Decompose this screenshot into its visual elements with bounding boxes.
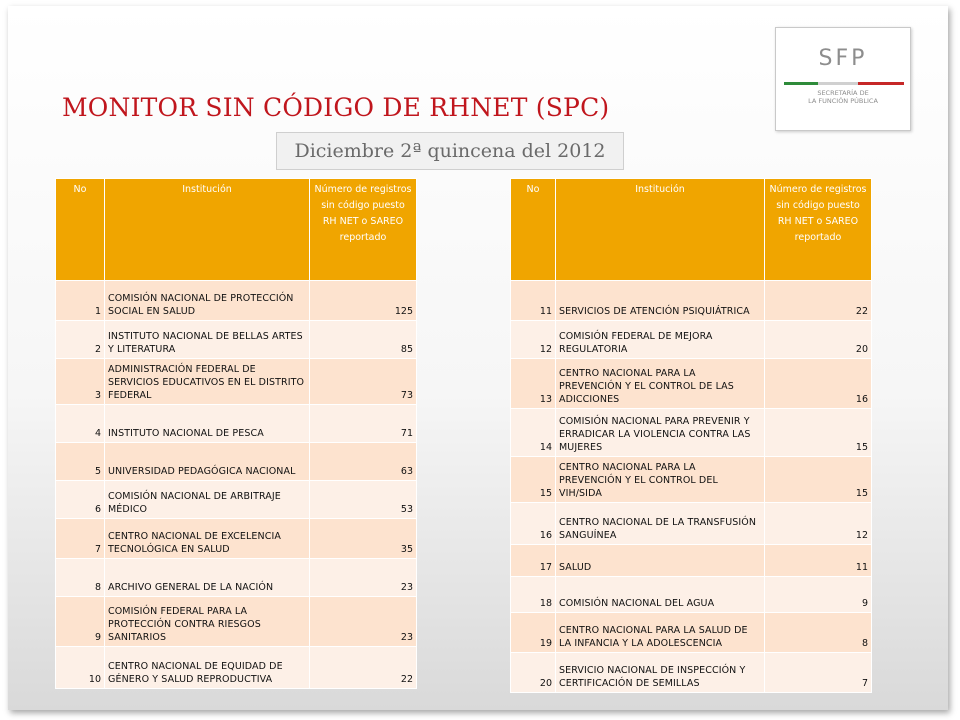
col-institucion-header: Institución	[556, 179, 765, 281]
institution-name: CENTRO NACIONAL PARA LA PREVENCIÓN Y EL CONTROL DEL VIH/SIDA	[556, 457, 765, 503]
row-number: 3	[56, 359, 105, 405]
table-row	[56, 443, 417, 481]
record-count: 53	[310, 481, 417, 519]
institution-name: ARCHIVO GENERAL DE LA NACIÓN	[105, 559, 310, 597]
institution-name: UNIVERSIDAD PEDAGÓGICA NACIONAL	[105, 443, 310, 481]
record-count: 23	[310, 597, 417, 647]
logo-flag-stripes	[784, 82, 904, 86]
institution-name: ADMINISTRACIÓN FEDERAL DE SERVICIOS EDUCATIVOS EN EL DISTRITO FEDERAL	[105, 359, 310, 405]
row-number: 14	[511, 409, 556, 457]
institution-name: CENTRO NACIONAL DE EXCELENCIA TECNOLÓGICA EN SALUD	[105, 519, 310, 559]
col-registros-header: Número de registros sin código puesto RH NET o SAREO reportado	[310, 179, 417, 281]
record-count: 20	[765, 321, 872, 359]
right-table	[510, 178, 872, 693]
table-row	[56, 359, 417, 405]
table-row	[511, 577, 872, 613]
row-number: 17	[511, 545, 556, 577]
row-number: 19	[511, 613, 556, 653]
record-count: 22	[310, 647, 417, 689]
row-number: 11	[511, 281, 556, 321]
record-count: 16	[765, 359, 872, 409]
table-row	[511, 409, 872, 457]
row-number: 13	[511, 359, 556, 409]
record-count: 15	[765, 409, 872, 457]
left-table	[55, 178, 417, 689]
row-number: 18	[511, 577, 556, 613]
institution-name: INSTITUTO NACIONAL DE PESCA	[105, 405, 310, 443]
institution-name: COMISIÓN FEDERAL DE MEJORA REGULATORIA	[556, 321, 765, 359]
institution-name: COMISIÓN NACIONAL DE PROTECCIÓN SOCIAL EN SALUD	[105, 281, 310, 321]
table-row	[56, 519, 417, 559]
row-number: 5	[56, 443, 105, 481]
record-count: 63	[310, 443, 417, 481]
row-number: 20	[511, 653, 556, 693]
logo-subtitle	[776, 89, 910, 105]
table-row	[56, 647, 417, 689]
record-count: 85	[310, 321, 417, 359]
institution-name: SERVICIOS DE ATENCIÓN PSIQUIÁTRICA	[556, 281, 765, 321]
col-registros-header: Número de registros sin código puesto RH NET o SAREO reportado	[765, 179, 872, 281]
logo-line-2: LA FUNCIÓN PÚBLICA	[808, 97, 878, 105]
record-count: 7	[765, 653, 872, 693]
row-number: 10	[56, 647, 105, 689]
row-number: 7	[56, 519, 105, 559]
table-row	[511, 281, 872, 321]
record-count: 71	[310, 405, 417, 443]
col-institucion-header: Institución	[105, 179, 310, 281]
institution-name: COMISIÓN NACIONAL DE ARBITRAJE MÉDICO	[105, 481, 310, 519]
col-no-header: No	[511, 179, 556, 281]
record-count: 35	[310, 519, 417, 559]
institution-name: CENTRO NACIONAL DE EQUIDAD DE GÉNERO Y SALUD REPRODUCTIVA	[105, 647, 310, 689]
table-row	[56, 321, 417, 359]
institution-name: CENTRO NACIONAL PARA LA PREVENCIÓN Y EL CONTROL DE LAS ADICCIONES	[556, 359, 765, 409]
col-no-header: No	[56, 179, 105, 281]
row-number: 9	[56, 597, 105, 647]
institution-name: COMISIÓN NACIONAL DEL AGUA	[556, 577, 765, 613]
table-row	[511, 653, 872, 693]
institution-name: COMISIÓN FEDERAL PARA LA PROTECCIÓN CONTRA RIESGOS SANITARIOS	[105, 597, 310, 647]
record-count: 9	[765, 577, 872, 613]
period-subtitle: Diciembre 2ª quincena del 2012	[276, 132, 624, 170]
row-number: 15	[511, 457, 556, 503]
institution-name: COMISIÓN NACIONAL PARA PREVENIR Y ERRADICAR LA VIOLENCIA CONTRA LAS MUJERES	[556, 409, 765, 457]
table-row	[511, 613, 872, 653]
table-row	[511, 503, 872, 545]
table-row	[511, 321, 872, 359]
row-number: 4	[56, 405, 105, 443]
row-number: 1	[56, 281, 105, 321]
logo-line-1: SECRETARÍA DE	[817, 89, 869, 97]
record-count: 12	[765, 503, 872, 545]
record-count: 125	[310, 281, 417, 321]
row-number: 2	[56, 321, 105, 359]
record-count: 22	[765, 281, 872, 321]
sfp-logo	[775, 27, 911, 131]
table-row	[56, 405, 417, 443]
table-row	[511, 545, 872, 577]
page-title: MONITOR SIN CÓDIGO DE RHNET (SPC)	[62, 93, 610, 122]
row-number: 16	[511, 503, 556, 545]
institution-name: SERVICIO NACIONAL DE INSPECCIÓN Y CERTIFICACIÓN DE SEMILLAS	[556, 653, 765, 693]
institution-name: INSTITUTO NACIONAL DE BELLAS ARTES Y LITERATURA	[105, 321, 310, 359]
table-row	[56, 481, 417, 519]
table-row	[511, 457, 872, 503]
logo-mark: SFP	[818, 46, 868, 71]
record-count: 8	[765, 613, 872, 653]
institution-name: SALUD	[556, 545, 765, 577]
row-number: 8	[56, 559, 105, 597]
table-row	[56, 597, 417, 647]
record-count: 23	[310, 559, 417, 597]
record-count: 15	[765, 457, 872, 503]
record-count: 73	[310, 359, 417, 405]
table-row	[56, 281, 417, 321]
institution-name: CENTRO NACIONAL DE LA TRANSFUSIÓN SANGUÍNEA	[556, 503, 765, 545]
row-number: 12	[511, 321, 556, 359]
table-row	[511, 359, 872, 409]
institution-name: CENTRO NACIONAL PARA LA SALUD DE LA INFANCIA Y LA ADOLESCENCIA	[556, 613, 765, 653]
row-number: 6	[56, 481, 105, 519]
table-row	[56, 559, 417, 597]
record-count: 11	[765, 545, 872, 577]
